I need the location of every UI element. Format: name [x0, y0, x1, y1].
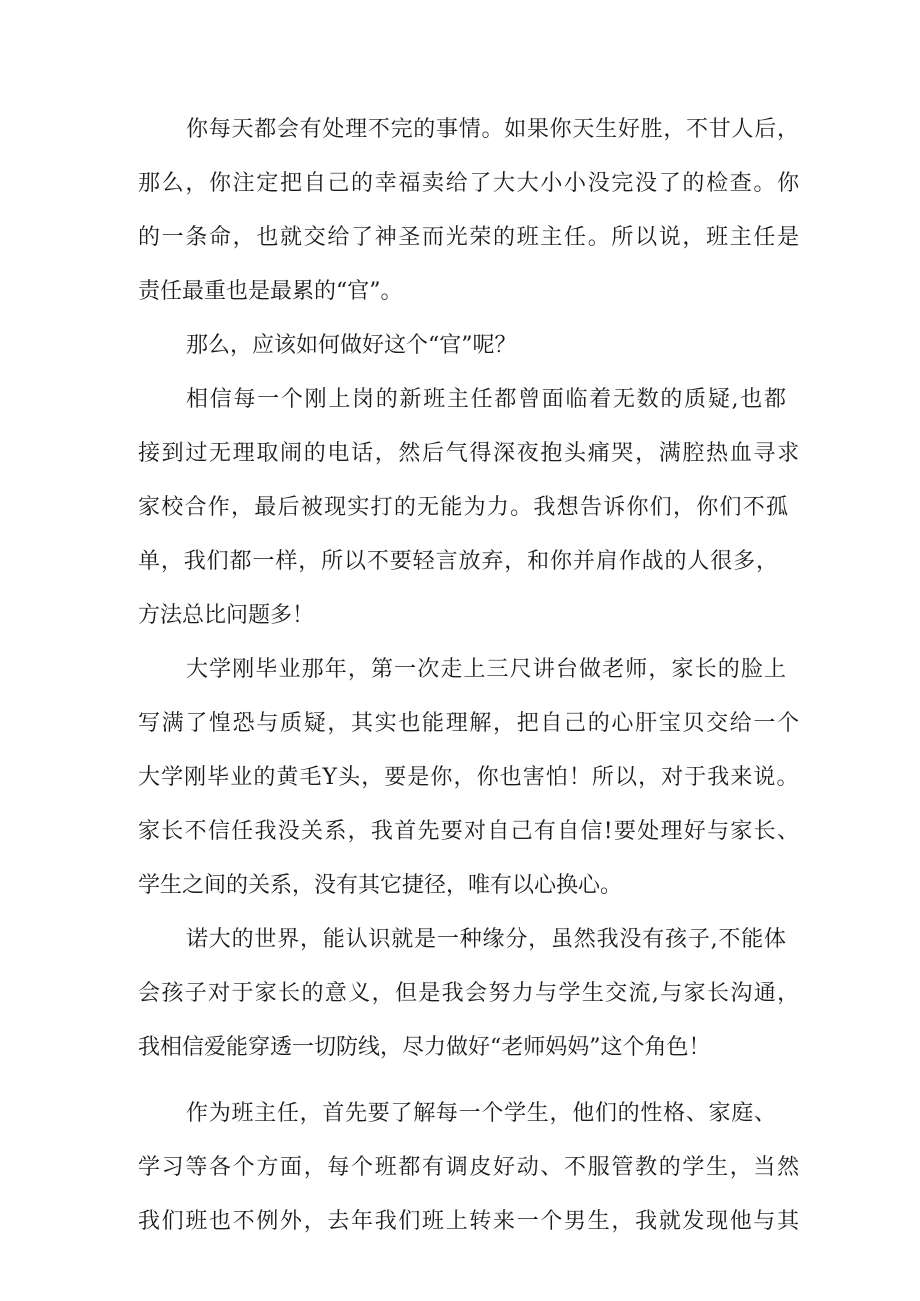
text-line: 作为班主任，首先要了解每一个学生，他们的性格、家庭、 — [186, 1101, 777, 1126]
text-line: 我相信爱能穿透一切防线，尽力做好“老师妈妈”这个角色！ — [138, 1035, 711, 1060]
text-line: 家校合作，最后被现实打的无能为力。我想告诉你们，你们不孤 — [138, 495, 790, 520]
text-line: 大学刚毕业那年，第一次走上三尺讲台做老师，家长的脸上 — [186, 657, 788, 682]
text-line: 大学刚毕业的黄毛Y头，要是你，你也害怕！所以，对于我来说。 — [138, 765, 800, 790]
text-line: 责任最重也是最累的“官”。 — [138, 279, 403, 304]
text-line: 的一条命，也就交给了神圣而光荣的班主任。所以说，班主任是 — [138, 225, 801, 250]
text-line: 单，我们都一样，所以不要轻言放弃，和你并肩作战的人很多， — [138, 549, 779, 574]
text-line: 那么，你注定把自己的幸福卖给了大大小小没完没了的检查。你 — [138, 171, 801, 196]
text-line: 方法总比问题多！ — [138, 603, 315, 628]
text-line: 家长不信任我没关系，我首先要对自己有自信!要处理好与家长、 — [138, 819, 801, 844]
text-line: 学习等各个方面，每个班都有调皮好动、不服管教的学生，当然 — [138, 1155, 801, 1180]
text-line: 诺大的世界，能认识就是一种缘分，虽然我没有孩子,不能体 — [186, 927, 787, 952]
text-line: 会孩子对于家长的意义，但是我会努力与学生交流,与家长沟通， — [138, 981, 801, 1006]
text-line: 你每天都会有处理不完的事情。如果你天生好胜，不甘人后， — [186, 117, 800, 142]
text-line: 接到过无理取闹的电话，然后气得深夜抱头痛哭，满腔热血寻求 — [138, 441, 801, 466]
text-line: 写满了惶恐与质疑，其实也能理解，把自己的心肝宝贝交给一个 — [138, 711, 801, 736]
text-line: 相信每一个刚上岗的新班主任都曾面临着无数的质疑,也都 — [186, 387, 788, 412]
text-line: 我们班也不例外，去年我们班上转来一个男生，我就发现他与其 — [138, 1209, 801, 1234]
text-line: 学生之间的关系，没有其它捷径，唯有以心换心。 — [138, 873, 623, 898]
text-line: 那么，应该如何做好这个“官”呢？ — [186, 333, 517, 358]
